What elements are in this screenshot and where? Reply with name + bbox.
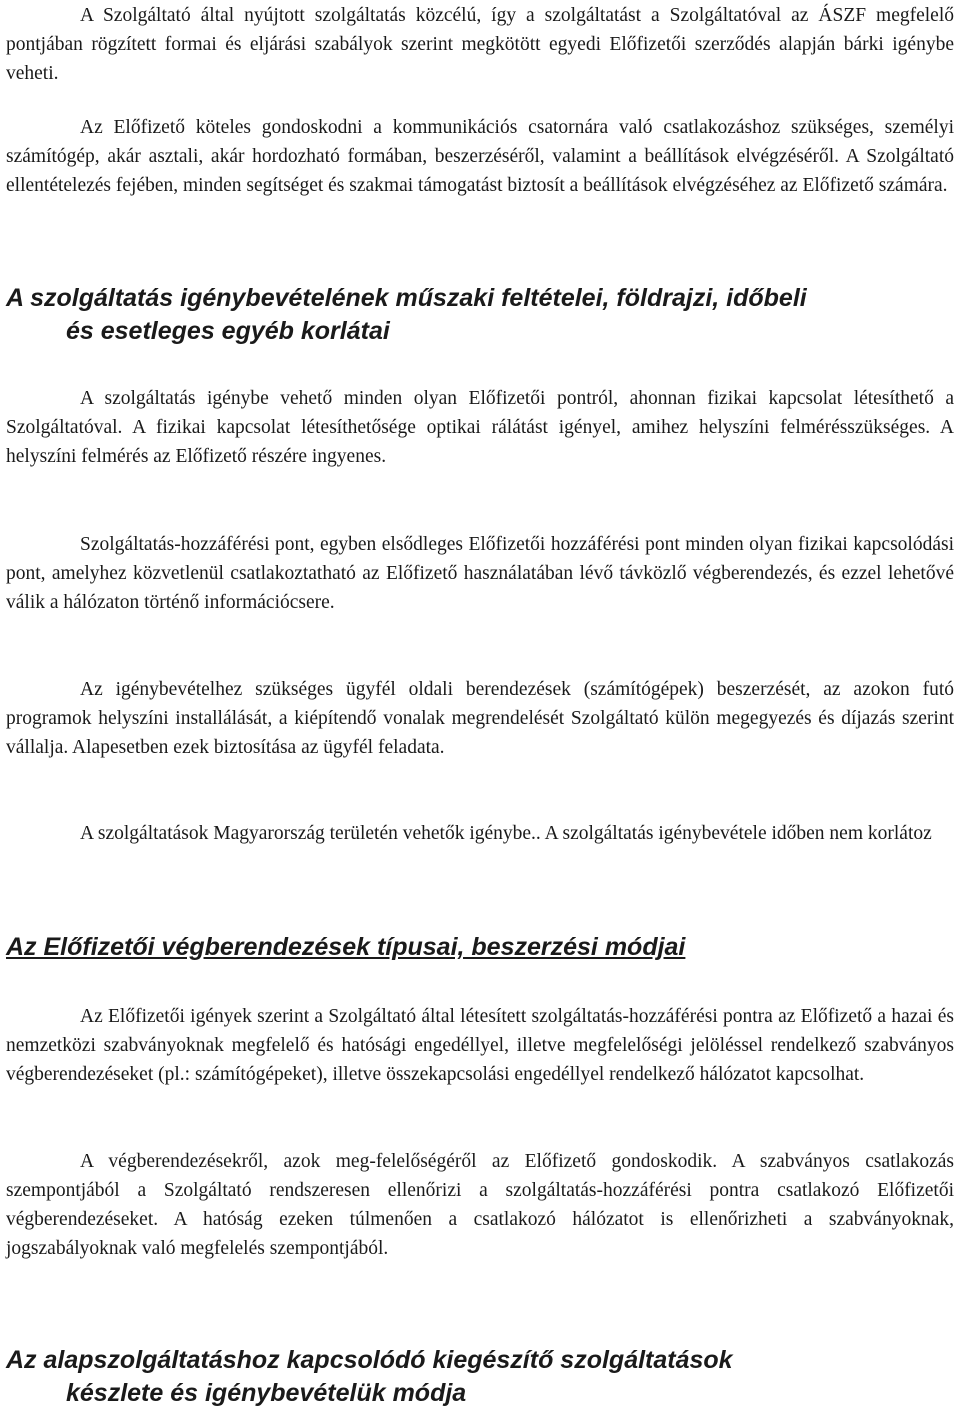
- heading-terminal-equipment-types: Az Előfizetői végberendezések típusai, beszerzési módjai: [6, 933, 686, 961]
- paragraph-client-equipment: Az igénybevételhez szükséges ügyfél oldali berendezések (számítógépek) beszerzését, az azokon futó programok helyszíni installálását, a kiépítendő vonalak megrendelését Szolgáltató külön megegyezés és díjazás szerint vállalja. Alapesetben ezek biztosítása az ügyfél feladata.: [6, 679, 954, 758]
- heading-supplementary-services-line1: Az alapszolgáltatáshoz kapcsolódó kiegészítő szolgáltatások: [6, 1346, 733, 1374]
- heading-supplementary-services-line2: készlete és igénybevételük módja: [66, 1379, 467, 1407]
- paragraph-service-access: A Szolgáltató által nyújtott szolgáltatás közcélú, így a szolgáltatást a Szolgáltatóval az ÁSZF megfelelő pontjában rögzített formai és eljárási szabályok szerint megkötött egyedi Előfizetői szerződés alapján bárki igénybe veheti.: [6, 5, 954, 84]
- paragraph-physical-connection: A szolgáltatás igénybe vehető minden olyan Előfizetői pontról, ahonnan fizikai kapcsolat létesíthető a Szolgáltatóval. A fizikai kapcsolat létesíthetősége optikai rálátást igényel, amihez helyszíni felmérésszükséges. A helyszíni felmérés az Előfizető részére ingyenes.: [6, 388, 954, 467]
- heading-technical-conditions-line1: A szolgáltatás igénybevételének műszaki feltételei, földrajzi, időbeli: [6, 284, 807, 312]
- paragraph-access-point: Szolgáltatás-hozzáférési pont, egyben elsődleges Előfizetői hozzáférési pont minden olyan fizikai kapcsolódási pont, amelyhez közvetlenül csatlakoztatható az Előfizető használatában lévő távközlő végberendezés, és ezzel lehetővé válik a hálózaton történő információcsere.: [6, 534, 954, 613]
- heading-technical-conditions: [6, 282, 954, 348]
- paragraph-service-area: A szolgáltatások Magyarország területén vehetők igénybe.. A szolgáltatás igénybevétele időben nem korlátoz: [80, 823, 932, 844]
- heading-technical-conditions-line2: és esetleges egyéb korlátai: [66, 317, 390, 345]
- paragraph-terminal-compliance: A végberendezésekről, azok meg-felelőségéről az Előfizető gondoskodik. A szabványos csatlakozás szempontjából a Szolgáltató rendszeresen ellenőrizi a szolgáltatás-hozzáférési pontra csatlakozó Előfizetői végberendezéseket. A hatóság ezeken túlmenően a csatlakozó hálózatot is ellenőrizheti a szabványoknak, jogszabályoknak való megfelelés szempontjából.: [6, 1151, 954, 1259]
- paragraph-terminal-standards: Az Előfizetői igények szerint a Szolgáltató által létesített szolgáltatás-hozzáférési pontra az Előfizető a hazai és nemzetközi szabványoknak megfelelő és hatósági engedéllyel, illetve megfelelőségi jelöléssel rendelkező szabványos végberendezéseket (pl.: számítógépeket), illetve összekapcsolási engedéllyel rendelkező hálózatot kapcsolhat.: [6, 1006, 954, 1085]
- paragraph-subscriber-equipment-duty: Az Előfizető köteles gondoskodni a kommunikációs csatornára való csatlakozáshoz szükséges, személyi számítógép, akár asztali, akár hordozható formában, beszerzéséről, valamint a beállítások elvégzéséről. A Szolgáltató ellentételezés fejében, minden segítséget és szakmai támogatást biztosít a beállítások elvégzéséhez az Előfizető számára.: [6, 117, 954, 196]
- heading-supplementary-services: [6, 1344, 954, 1410]
